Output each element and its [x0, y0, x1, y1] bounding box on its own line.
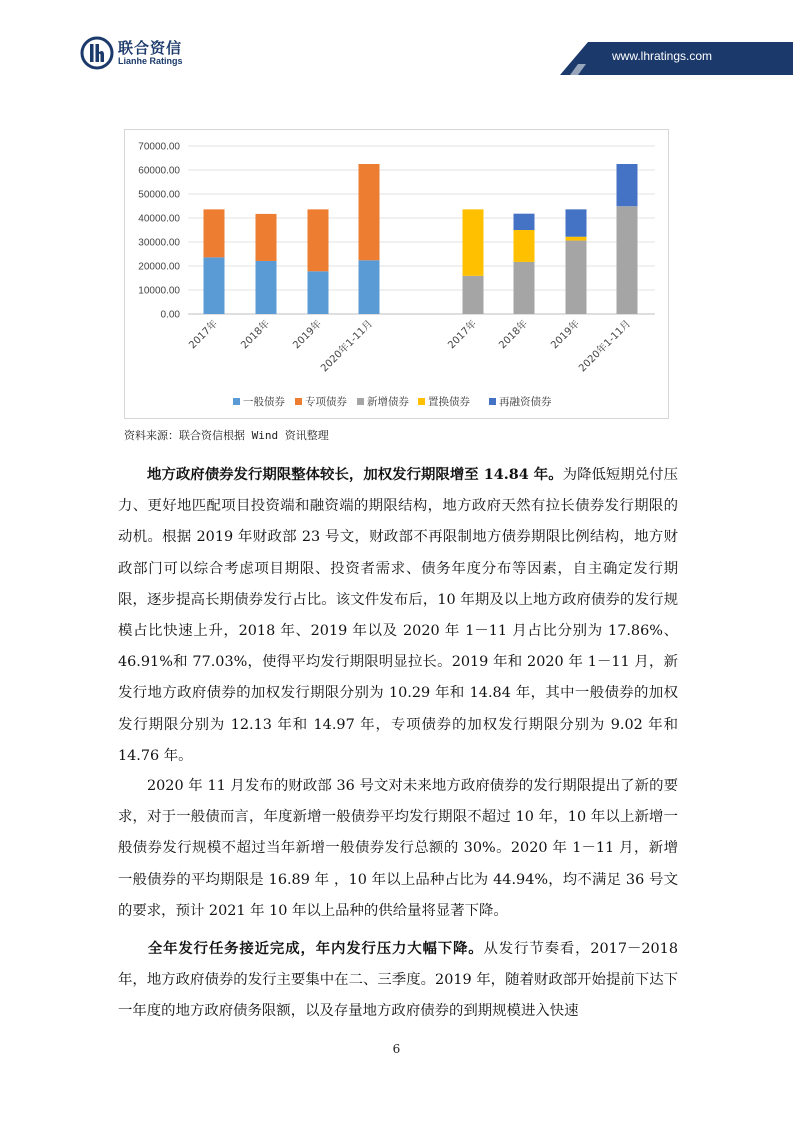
x-tick-label: 2020年1-11月: [319, 318, 376, 375]
bar-新增债券: [617, 206, 638, 314]
page-header: [0, 0, 793, 80]
y-tick-label: 30000.00: [138, 237, 180, 249]
bond-issuance-chart: [124, 129, 669, 419]
bar-一般债券: [256, 261, 277, 314]
bar-置换债券: [463, 209, 484, 275]
y-tick-label: 40000.00: [138, 213, 180, 225]
legend-swatch: [489, 398, 496, 405]
paragraph-1-text: 为降低短期兑付压力、更好地匹配项目投资端和融资端的期限结构，地方政府天然有拉长债券发行期限的动机。根据 2019 年财政部 23 号文，财政部不再限制地方债券期限比例结构，地方财政部门可以综合考虑项目期限、投资者需求、债务年度分布等因素，自主确定发行期限，逐步提高长期债券发行占比。该文件发布后，10 年期及以上地方政府债券的发行规模占比快速上升，2018 年、2019 年以及 2020 年 1－11 月占比分别为 17.86%、46.91%和 77.03%，使得平均发行期限明显拉长。2019 年和 2020 年 1－11 月，新发行地方政府债券的加权发行期限分别为 10.29 年和 14.84 年，其中一般债券的加权发行期限分别为 12.13 年和 14.97 年，专项债券的加权发行期限分别为 9.02 年和 14.76 年。: [118, 467, 678, 764]
paragraph-2: [118, 771, 678, 927]
bar-新增债券: [514, 262, 535, 314]
x-tick-label: 2017年: [446, 318, 480, 352]
paragraph-2-text: 2020 年 11 月发布的财政部 36 号文对未来地方政府债券的发行期限提出了新的要求，对于一般债而言，年度新增一般债券平均发行期限不超过 10 年，10 年以上新增一般债券发行规模不超过当年新增一般债券发行总额的 30%。2020 年 1－11 月，新增一般债券的平均期限是 16.89 年 ，10 年以上品种占比为 44.94%，均不满足 36 号文的要求，预计 2021 年 10 年以上品种的供给量将显著下降。: [118, 778, 678, 919]
paragraph-1: [118, 459, 678, 772]
bar-置换债券: [566, 237, 587, 241]
source-note: 资料来源：联合资信根据 Wind 资讯整理: [124, 429, 329, 442]
paragraph-1-lead: 地方政府债券发行期限整体较长，加权发行期限增至 14.84 年。: [147, 466, 563, 483]
bar-再融资债券: [617, 164, 638, 206]
bar-一般债券: [308, 271, 329, 314]
bar-再融资债券: [514, 214, 535, 230]
bar-一般债券: [359, 260, 380, 314]
x-tick-label: 2017年: [187, 318, 221, 352]
logo-english-name: Lianhe Ratings: [118, 56, 183, 66]
x-tick-label: 2020年1-11月: [577, 318, 634, 375]
page-number: 6: [392, 1042, 401, 1056]
legend-swatch: [295, 398, 302, 405]
x-tick-label: 2019年: [549, 318, 583, 352]
y-tick-label: 60000.00: [138, 165, 180, 177]
paragraph-3: [118, 933, 678, 1028]
legend-swatch: [418, 398, 425, 405]
legend-label: 新增债券: [367, 396, 409, 408]
bar-专项债券: [256, 214, 277, 261]
bar-新增债券: [566, 241, 587, 314]
y-tick-label: 0.00: [160, 309, 180, 321]
site-url[interactable]: www.lhratings.com: [612, 49, 713, 63]
logo-chinese-name: 联合资信: [118, 39, 183, 57]
chart-canvas: [125, 130, 670, 420]
legend-swatch: [357, 398, 364, 405]
bar-专项债券: [359, 164, 380, 260]
legend-label: 一般债券: [243, 396, 285, 408]
bar-新增债券: [463, 276, 484, 314]
bar-一般债券: [204, 257, 225, 314]
lianhe-logo-icon: [80, 36, 114, 70]
y-tick-label: 10000.00: [138, 285, 180, 297]
bar-再融资债券: [566, 209, 587, 236]
legend-label: 专项债券: [305, 396, 347, 408]
x-tick-label: 2018年: [497, 318, 531, 352]
bar-置换债券: [514, 230, 535, 262]
legend-label: 置换债券: [428, 396, 470, 408]
legend-label: 再融资债券: [499, 396, 552, 408]
x-tick-label: 2019年: [291, 318, 325, 352]
y-tick-label: 70000.00: [138, 141, 180, 153]
legend-swatch: [233, 398, 240, 405]
paragraph-3-text: 从发行节奏看，2017－2018 年，地方政府债券的发行主要集中在二、三季度。2019 年，随着财政部开始提前下达下一年度的地方政府债务限额，以及存量地方政府债券的到期规模进入快速: [118, 941, 678, 1020]
x-tick-label: 2018年: [239, 318, 273, 352]
bar-专项债券: [308, 209, 329, 271]
y-tick-label: 50000.00: [138, 189, 180, 201]
y-tick-label: 20000.00: [138, 261, 180, 273]
paragraph-3-lead: 全年发行任务接近完成，年内发行压力大幅下降。: [147, 940, 484, 957]
bar-专项债券: [204, 209, 225, 257]
